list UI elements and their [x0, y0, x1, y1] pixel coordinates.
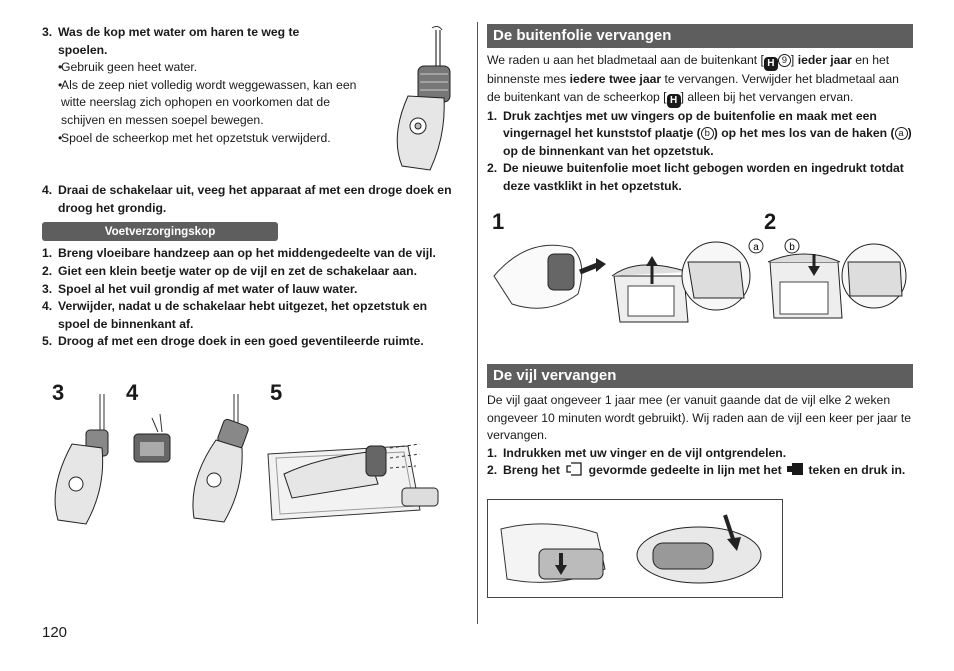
- fig4-shaver-rinse: [193, 394, 249, 522]
- step-3-bullets: [42, 59, 374, 147]
- foot-step: 4. Verwijder, nadat u de schakelaar hebt uitgezet, het opzetstuk en spoel de binnenkant af.: [42, 299, 428, 331]
- fig5-dry-on-towel: [268, 444, 438, 520]
- file-paragraph: De vijl gaat ongeveer 1 jaar mee (er vanuit gaande dat de vijl elke 2 weken ongeveer 10 minuten wordt gebruikt). Wij raden aan de vijl een keer per jaar te vervangen.: [487, 393, 912, 443]
- figure-label-2: 2: [764, 209, 777, 234]
- step-number: 3.: [42, 25, 53, 39]
- foot-step: 3. Spoel al het vuil grondig af met water of lauw water.: [42, 281, 358, 296]
- file-step-1: 1. Indrukken met uw vinger en de vijl ontgrendelen.: [487, 445, 787, 460]
- circle-9-icon: 9: [778, 54, 791, 67]
- file-step-2: 2. Breng het gevormde gedeelte in lijn met het teken en druk in.: [487, 463, 906, 478]
- heading-file-replace: De vijl vervangen: [487, 364, 913, 388]
- heading-outer-foil: De buitenfolie vervangen: [487, 24, 913, 48]
- cleaning-steps-illustration: [48, 388, 468, 528]
- fig-press-unlock: [501, 524, 605, 582]
- bullet-item: • Als de zeep niet volledig wordt weggewassen, kan een witte neerslag zich ophopen en voorkomen dat de schijven en messen soepel bewegen.: [42, 77, 374, 130]
- section-pill-foot-care-head: Voetverzorgingskop: [42, 222, 278, 241]
- fig1-detail-circle: [682, 239, 763, 310]
- h-part-icon: H: [667, 94, 681, 108]
- fig2-detail-circle: [842, 244, 906, 308]
- foot-step: 1. Breng vloeibare handzeep aan op het middengedeelte van de vijl.: [42, 246, 436, 261]
- callout-a: a: [753, 242, 759, 253]
- foil-step-1: 1. Druk zachtjes met uw vingers op de buitenfolie en maak met een vingernagel het kunststof plaatje ( b ) op het mes los van de haken ( a ) op de binnenkant van het opzetstuk.: [487, 108, 912, 158]
- figure-label-1: 1: [492, 209, 505, 234]
- outer-foil-paragraph: We raden u aan het bladmetaal aan de buitenkant [ H 9 ] ieder jaar en het binnenste mes iedere twee jaar te vervangen. Verwijder het bladmetaal aan de buitenkant van de scheerkop [ H ] alleen bij het vervangen ervan.: [487, 53, 899, 106]
- callout-b: b: [789, 242, 795, 253]
- fig1-hand-remove-foil: [494, 245, 606, 308]
- bullet-item: • Spoel de scheerkop met het opzetstuk verwijderd.: [42, 130, 374, 148]
- step-3-wash: [42, 24, 342, 59]
- step-text: Was de kop met water om haren te weg te spoelen.: [58, 25, 300, 57]
- bullet-item: • Gebruik geen heet water.: [42, 59, 374, 77]
- fig4-head-rinse: [134, 414, 170, 462]
- callout-a-icon: a: [895, 127, 908, 140]
- fig3-shaver-rinse: [55, 394, 108, 524]
- filled-shape-icon: [787, 463, 803, 475]
- figure-label-4: 4: [126, 380, 139, 405]
- column-divider: [477, 22, 478, 624]
- foot-step: 5. Droog af met een droge doek in een goed geventileerde ruimte.: [42, 334, 424, 349]
- callout-b-icon: b: [701, 127, 714, 140]
- fig1-attachment: [612, 256, 688, 322]
- shaver-rinse-illustration: [380, 26, 460, 176]
- fig2-attachment: [768, 239, 842, 318]
- step-number: 4.: [42, 183, 53, 198]
- file-replacement-section: [487, 364, 913, 480]
- figure-label-5: 5: [270, 380, 283, 405]
- foil-replacement-illustration: [488, 232, 914, 332]
- foil-step-2: 2. De nieuwe buitenfolie moet licht gebogen worden en ingedrukt totdat deze vastklikt in het opzetstuk.: [487, 161, 904, 193]
- step-4-dry: [42, 182, 462, 217]
- right-column: [487, 24, 913, 196]
- h-part-icon: H: [764, 57, 778, 71]
- step-text: Draai de schakelaar uit, veeg het apparaat af met een droge doek en droog het grondig.: [58, 183, 452, 215]
- file-replacement-illustration: [487, 499, 783, 598]
- page-number: 120: [42, 624, 68, 641]
- foot-step: 2. Giet een klein beetje water op de vijl en zet de schakelaar aan.: [42, 263, 418, 278]
- figure-label-3: 3: [52, 380, 65, 405]
- open-shape-icon: [565, 462, 583, 476]
